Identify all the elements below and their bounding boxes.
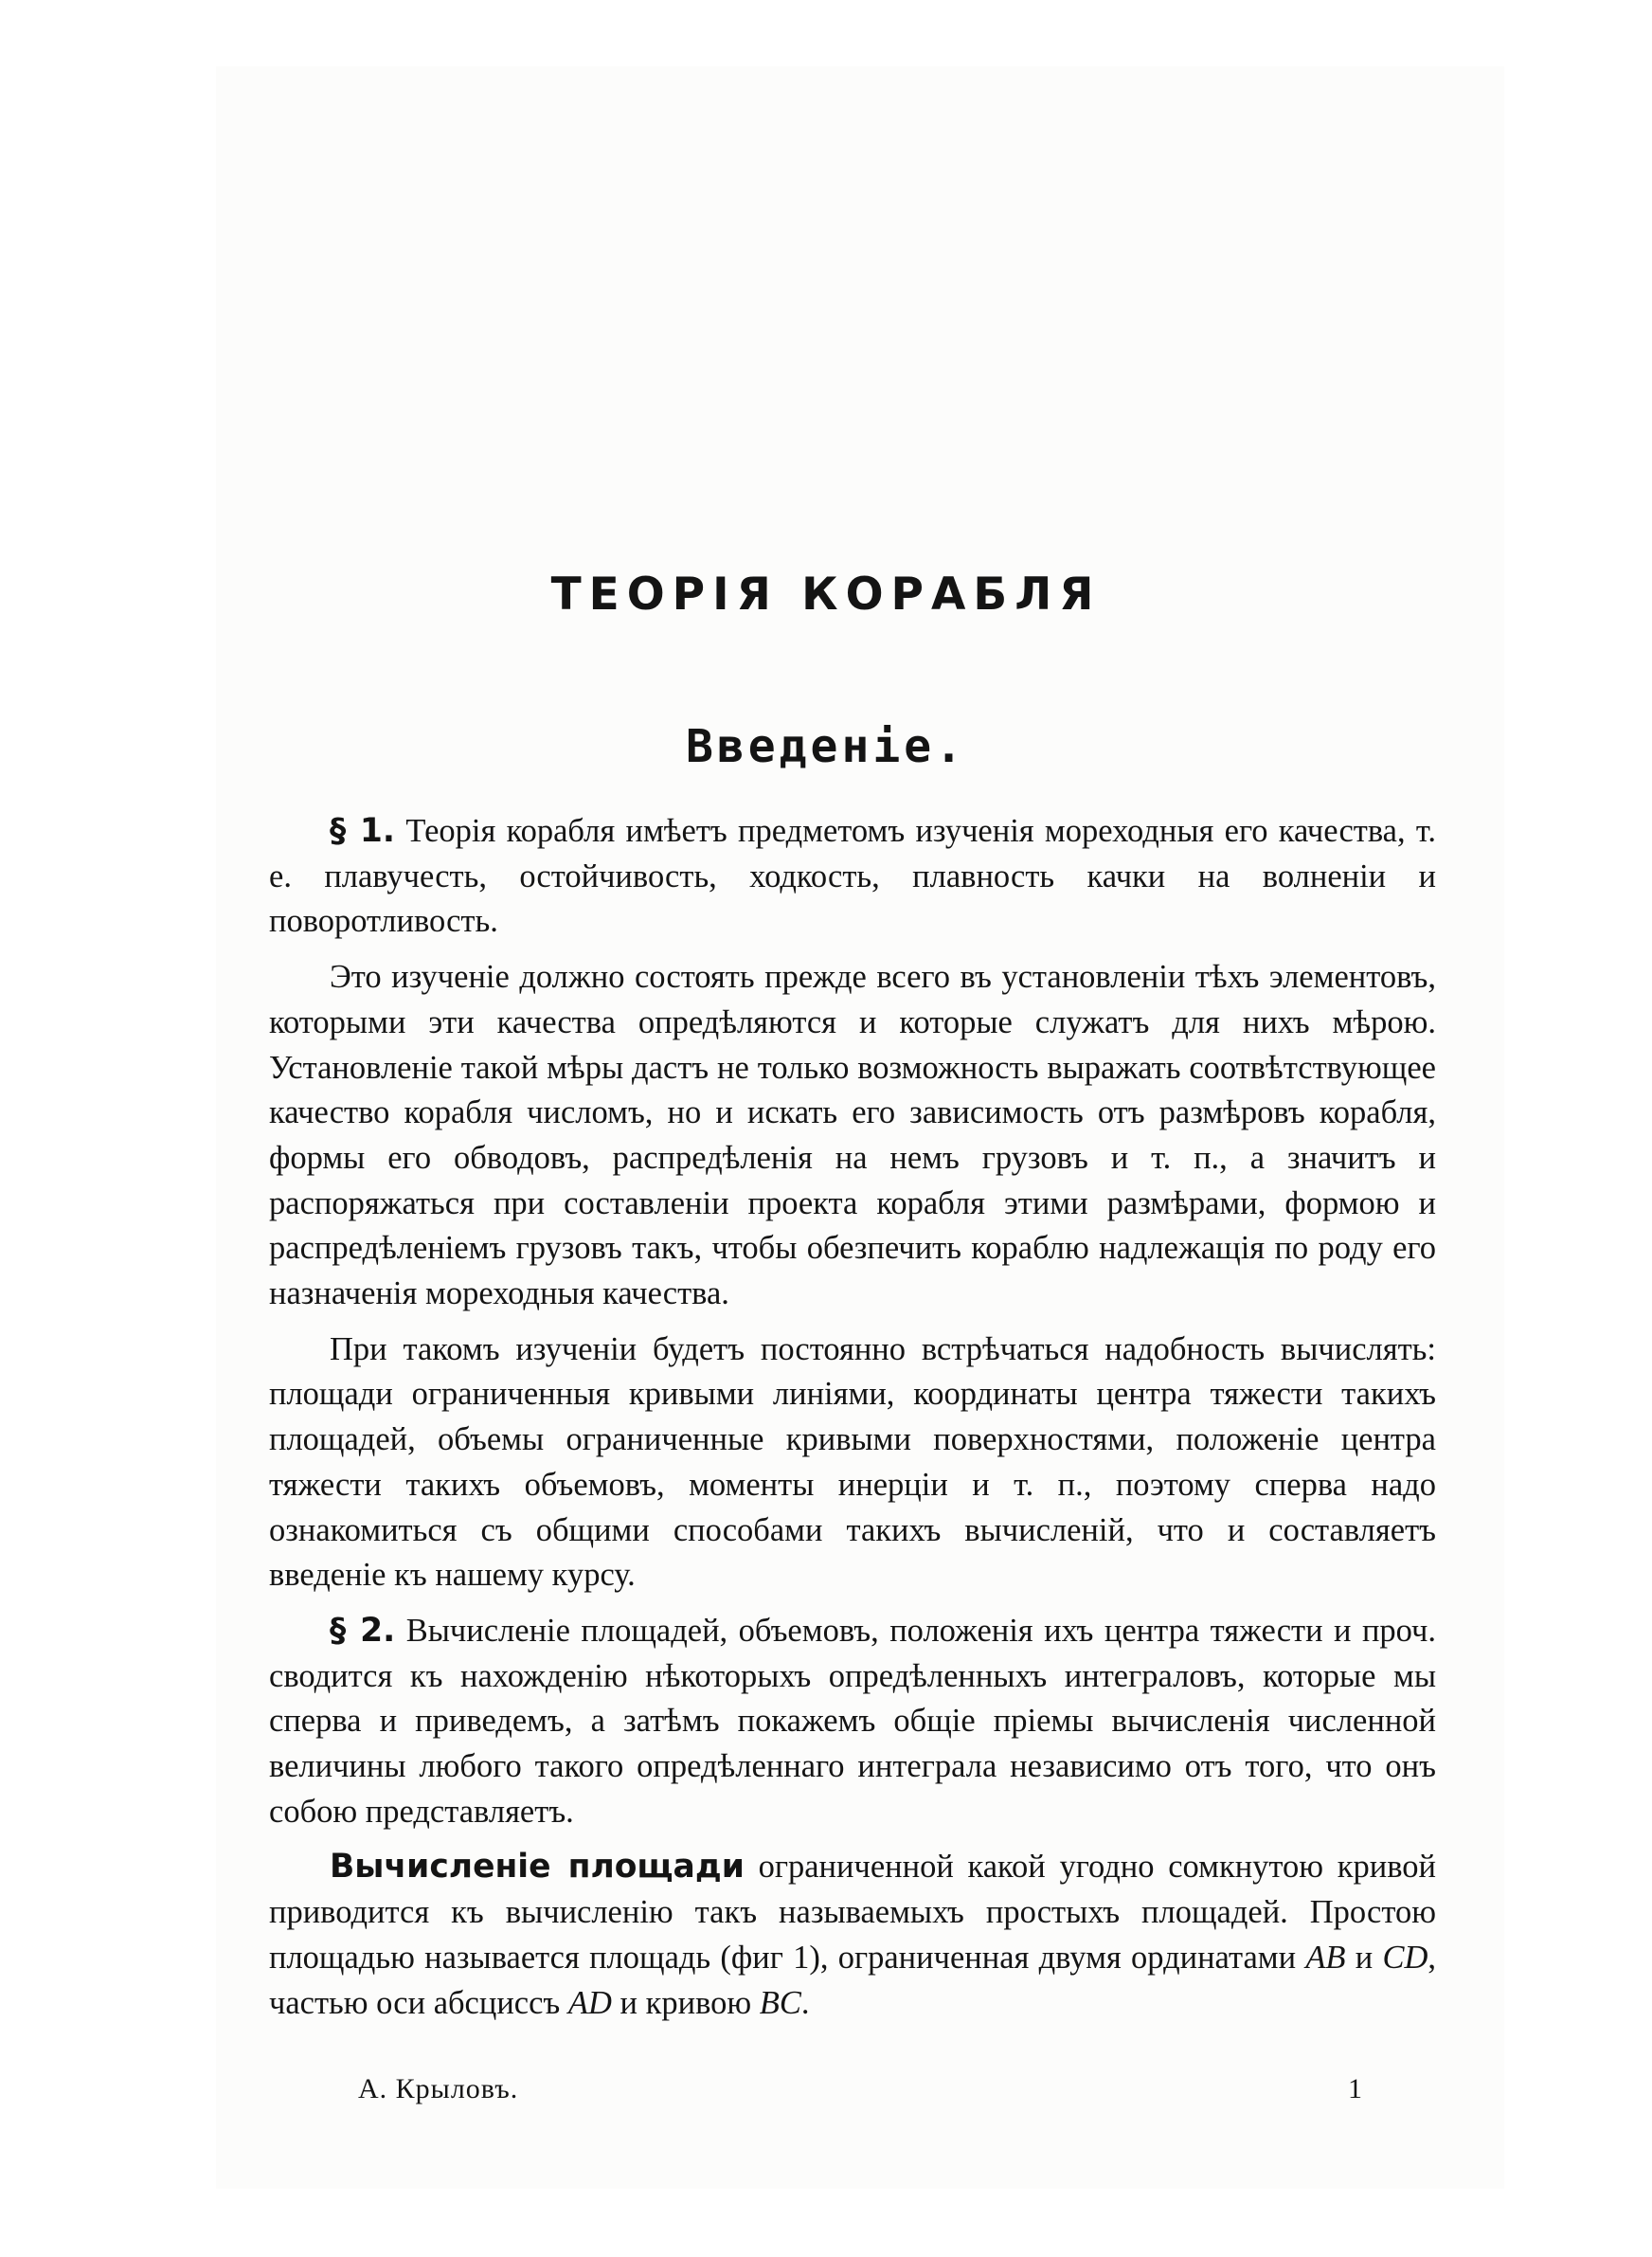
- body-text: [269, 809, 1436, 2036]
- paragraph-4: [269, 1609, 1436, 1835]
- math-symbol: AD: [567, 1984, 612, 2021]
- page-title: ТЕОРІЯ КОРАБЛЯ: [550, 569, 1102, 621]
- run-in-heading: Вычисленіе площади: [330, 1848, 745, 1887]
- page-number: 1: [1348, 2073, 1362, 2104]
- paragraph-text: Вычисленіе площадей, объемовъ, положенія ихъ центра тяжести и проч. сводится къ нахожденію нѣкоторыхъ опредѣленныхъ интеграловъ, которые мы сперва и приведемъ, а затѣмъ покажемъ общіе пріемы вычисленія численной величины любого такого опредѣленнаго интеграла независимо отъ того, что онъ собою представляетъ.: [269, 1612, 1437, 1830]
- paragraph-text: Теорія корабля имѣетъ предметомъ изученія мореходныя его качества, т. е. плавучесть, остойчивость, ходкость, плавность качки на волненіи и поворотливость.: [269, 813, 1437, 940]
- paragraph-text: и: [1355, 1939, 1374, 1976]
- paragraph-number: § 1.: [330, 812, 396, 850]
- paragraph-1: [269, 809, 1436, 945]
- paragraph-2: [269, 955, 1436, 1317]
- paragraph-text: Это изученіе должно состоять прежде всего въ установленіи тѣхъ элементовъ, которыми эти качества опредѣляются и которые служатъ для нихъ мѣрою. Установленіе такой мѣры дастъ не только возможность выражать соотвѣтствующее качество корабля числомъ, но и искать его зависимость отъ размѣровъ корабля, формы его обводовъ, распредѣленія на немъ грузовъ и т. п., а значитъ и распоряжаться при составленіи проекта корабля этими размѣрами, формою и распредѣленіемъ грузовъ такъ, чтобы обезпечить кораблю надлежащія по роду его назначенія мореходныя качества.: [269, 959, 1436, 1312]
- paragraph-text: При такомъ изученіи будетъ постоянно встрѣчаться надобность вычислять: площади ограниченныя кривыми линіями, координаты центра тяжести такихъ площадей, объемы ограниченные кривыми поверхностями, положеніе центра тяжести такихъ объемовъ, моменты инерціи и т. п., поэтому сперва надо ознакомиться съ общими способами такихъ вычисленій, что и составляетъ введеніе къ нашему курсу.: [269, 1330, 1436, 1594]
- paragraph-text: ограниченной какой угодно сомкнутою кривой приводится къ вычисленію такъ называемыхъ простыхъ площадей. Простою площадью называется площадь (фиг 1), ограниченная двумя ординатами: [269, 1849, 1437, 1976]
- paragraph-3: [269, 1327, 1436, 1598]
- footer-author: А. Крыловъ.: [358, 2073, 519, 2104]
- paragraph-text: .: [800, 1984, 810, 2021]
- paragraph-number: § 2.: [330, 1611, 396, 1650]
- paragraph-5: [269, 1845, 1436, 2026]
- math-symbol: AB: [1305, 1939, 1346, 1976]
- paragraph-text: и кривою: [620, 1984, 752, 2021]
- section-heading: Введеніе.: [685, 720, 967, 773]
- math-symbol: CD: [1382, 1939, 1428, 1976]
- math-symbol: BC: [759, 1984, 801, 2021]
- paragraph-text: , частью оси абсциссъ: [269, 1939, 1437, 2021]
